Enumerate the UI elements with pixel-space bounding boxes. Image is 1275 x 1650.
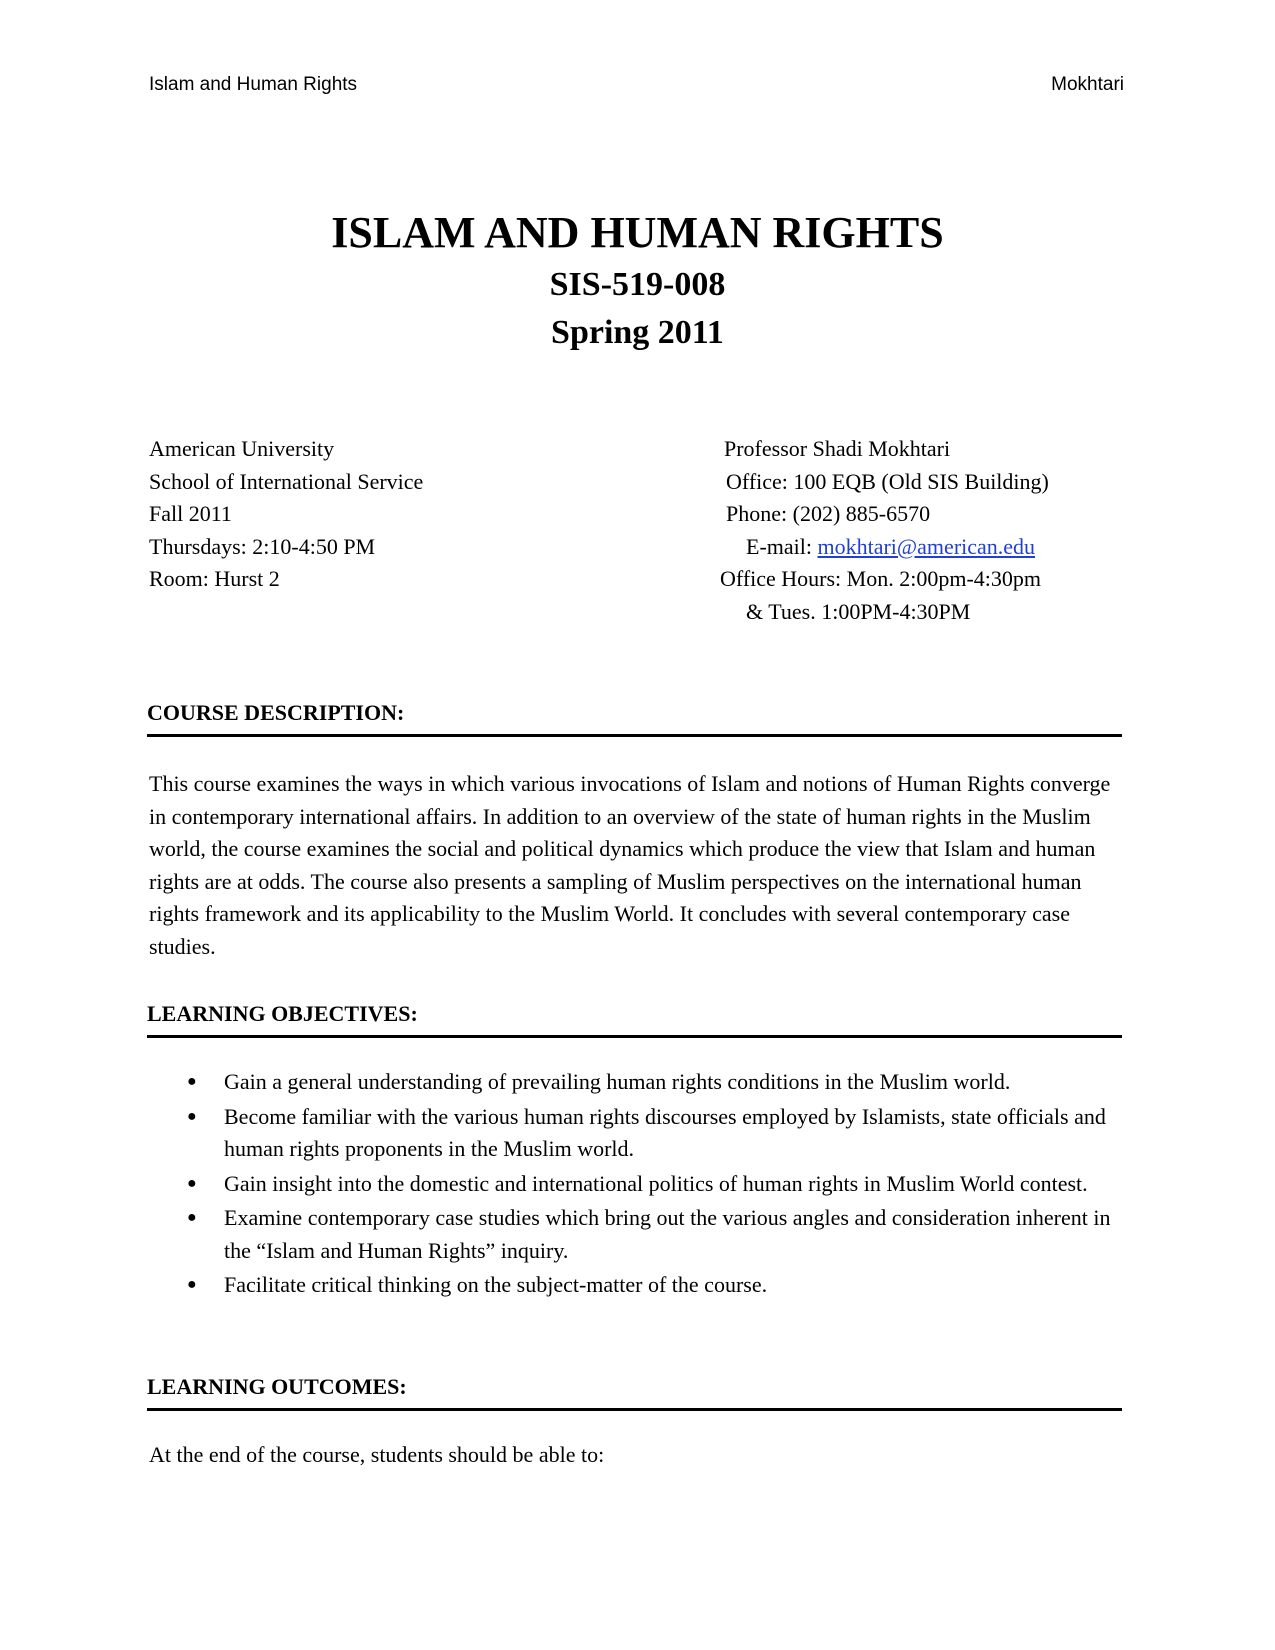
course-description-text: This course examines the ways in which various invocations of Islam and notions of Human Rights converge in contemporary international affairs. In addition to an overview of the state of human rights in the Muslim world, the course examines the social and political dynamics which produce the view that Islam and human rights are at odds. The course also presents a sampling of Muslim perspectives on the international human rights framework and its applicability to the Muslim World. It concludes with several contemporary case studies. [149, 771, 1111, 959]
university-name: American University [149, 436, 335, 461]
office-hours-continued: & Tues. 1:00PM-4:30PM [746, 598, 971, 624]
learning-objectives-list [149, 1066, 1129, 1304]
learning-objectives-heading: LEARNING OBJECTIVES: [147, 1001, 1122, 1038]
list-item-text: Gain insight into the domestic and international politics of human rights in Muslim World contest. [224, 1170, 1088, 1196]
meeting-time: Thursdays: 2:10-4:50 PM [149, 533, 376, 559]
title-block [0, 205, 1275, 357]
list-item-text: Become familiar with the various human rights discourses employed by Islamists, state officials and human rights proponents in the Muslim world. [224, 1103, 1106, 1161]
list-item [149, 1269, 1129, 1302]
course-term: Spring 2011 [551, 314, 724, 351]
running-header [149, 74, 1124, 96]
bullet-icon: ● [187, 1073, 197, 1090]
school-name: School of International Service [149, 468, 424, 494]
list-item [149, 1202, 1129, 1267]
list-item [149, 1066, 1129, 1099]
header-author: Mokhtari [1051, 74, 1124, 95]
professor-name: Professor Shadi Mokhtari [724, 436, 951, 461]
course-info [149, 433, 423, 596]
instructor-info [720, 433, 1049, 628]
header-course-title: Islam and Human Rights [149, 74, 358, 95]
list-item-text: Examine contemporary case studies which bring out the various angles and consideration inherent in the “Islam and Human Rights” inquiry. [224, 1205, 1111, 1263]
course-code: SIS-519-008 [549, 266, 726, 303]
bullet-icon: ● [187, 1174, 197, 1192]
room: Room: Hurst 2 [149, 566, 280, 591]
bullet-icon: ● [187, 1107, 197, 1125]
list-item [149, 1101, 1129, 1166]
semester: Fall 2011 [149, 501, 232, 526]
list-item [149, 1168, 1129, 1201]
email-link[interactable]: mokhtari@american.edu [817, 533, 1036, 559]
email-line [746, 531, 1049, 564]
learning-outcomes-text: At the end of the course, students should be able to: [149, 1442, 605, 1467]
list-item-text: Gain a general understanding of prevailing human rights conditions in the Muslim world. [224, 1069, 1011, 1094]
bullet-icon: ● [187, 1276, 197, 1293]
list-item-text: Facilitate critical thinking on the subject-matter of the course. [224, 1272, 768, 1297]
bullet-icon: ● [187, 1209, 197, 1226]
course-description-heading: COURSE DESCRIPTION: [147, 700, 1122, 737]
learning-outcomes-heading: LEARNING OUTCOMES: [147, 1374, 1122, 1411]
office-hours: Office Hours: Mon. 2:00pm-4:30pm [720, 566, 1042, 591]
office-location: Office: 100 EQB (Old SIS Building) [726, 468, 1049, 494]
email-label: E-mail: [746, 533, 818, 559]
document-title: ISLAM AND HUMAN RIGHTS [331, 208, 944, 257]
phone-number: Phone: (202) 885-6570 [726, 501, 931, 526]
